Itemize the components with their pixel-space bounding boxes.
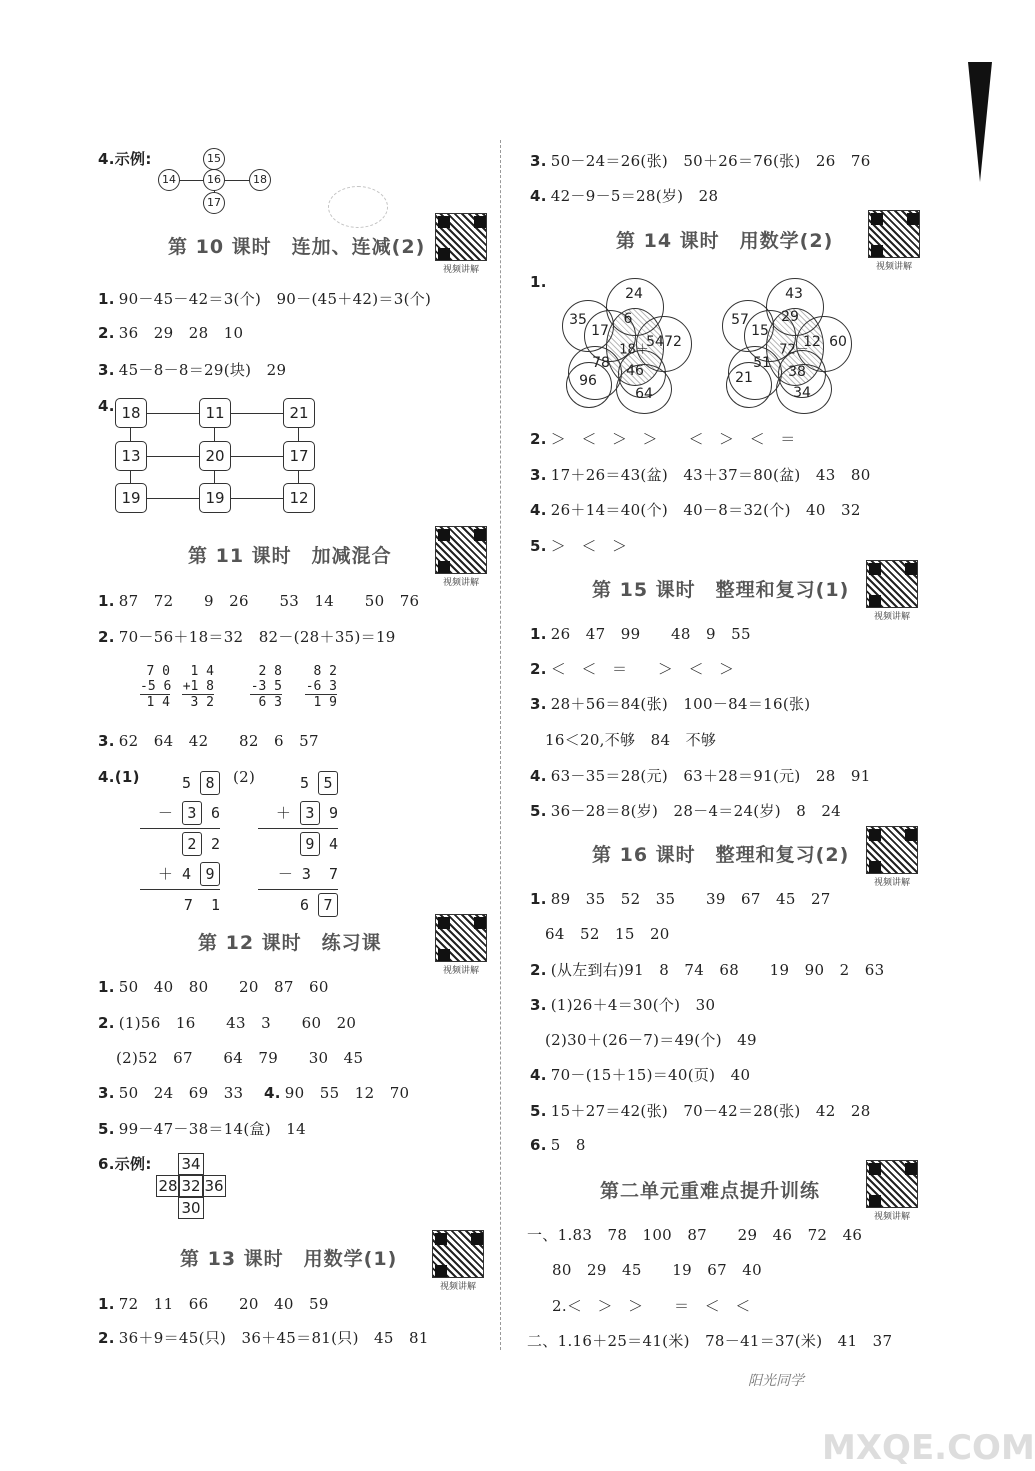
qr-code[interactable]: 视频讲解 bbox=[868, 210, 920, 272]
qr-code[interactable]: 视频讲解 bbox=[432, 1230, 484, 1292]
u2-b1: 二、1.16＋25＝41(米) 78－41＝37(米) 41 37 bbox=[527, 1332, 893, 1350]
qr-code[interactable]: 视频讲解 bbox=[435, 213, 487, 275]
circle-bottom: 17 bbox=[203, 192, 225, 214]
qr-code[interactable]: 视频讲解 bbox=[435, 526, 487, 588]
l11-vertical-puzzle-2: 5 5 ＋ 3 9 9 4 － 3 7 6 7 bbox=[258, 768, 338, 920]
calc-2: 1 4 +1 8 3 2 bbox=[182, 664, 214, 710]
l16-q3b: (2)30＋(26－7)＝49(个) 49 bbox=[545, 1031, 757, 1049]
qr-code[interactable]: 视频讲解 bbox=[866, 1160, 918, 1222]
circle-right: 18 bbox=[249, 169, 271, 191]
l15-q4: 4. 63－35＝28(元) 63＋28＝91(元) 28 91 bbox=[530, 767, 871, 785]
l12-q3: 3. 50 24 69 33 bbox=[98, 1084, 244, 1102]
l12-q2a: 2. (1)56 16 43 3 60 20 bbox=[98, 1014, 357, 1032]
qr-icon bbox=[866, 1160, 918, 1208]
l12-q6-label: 6.示例: bbox=[98, 1155, 152, 1173]
qr-code[interactable]: 视频讲解 bbox=[435, 914, 487, 976]
l14-q3: 3. 17＋26＝43(盆) 43＋37＝80(盆) 43 80 bbox=[530, 466, 871, 484]
calc-4: 8 2 -6 3 1 9 bbox=[305, 664, 337, 710]
l14-q2: 2. ＞ ＜ ＞ ＞ ＜ ＞ ＜ ＝ bbox=[530, 430, 796, 448]
unit2-title: 第二单元重难点提升训练 bbox=[600, 1180, 821, 1202]
grid-cell: 21 bbox=[283, 398, 315, 428]
grid-cell: 19 bbox=[199, 483, 231, 513]
u2-a1a: 一、1.83 78 100 87 29 46 72 46 bbox=[527, 1226, 863, 1244]
qr-icon bbox=[866, 826, 918, 874]
l14-q4: 4. 26＋14＝40(个) 40－8＝32(个) 40 32 bbox=[530, 501, 861, 519]
l10-q1: 1. 90－45－42＝3(个) 90－(45＋42)＝3(个) bbox=[98, 290, 432, 308]
l16-q1b: 64 52 15 20 bbox=[545, 925, 670, 943]
flower-center: 72－ bbox=[779, 342, 809, 358]
grid-cell: 11 bbox=[199, 398, 231, 428]
grid-cell: 18 bbox=[115, 398, 147, 428]
r3: 3. 50－24＝26(张) 50＋26＝76(张) 26 76 bbox=[530, 152, 871, 170]
grid-cell: 20 bbox=[199, 441, 231, 471]
l4-label: 4.示例: bbox=[98, 150, 152, 168]
lesson16-title: 第 16 课时 整理和复习(2) bbox=[592, 844, 850, 866]
l11-vertical-puzzle-1: 5 8 － 3 6 2 2 ＋ 4 9 7 1 bbox=[140, 768, 220, 920]
l12-q5: 5. 99－47－38＝14(盒) 14 bbox=[98, 1120, 306, 1138]
qr-icon bbox=[866, 560, 918, 608]
l16-q5: 5. 15＋27＝42(张) 70－42＝28(张) 42 28 bbox=[530, 1102, 871, 1120]
grid-cell: 12 bbox=[283, 483, 315, 513]
lesson14-title: 第 14 课时 用数学(2) bbox=[616, 230, 834, 252]
calc-3: 2 8 -3 5 6 3 bbox=[250, 664, 282, 710]
lesson11-title: 第 11 课时 加减混合 bbox=[188, 545, 392, 567]
grid-cell: 17 bbox=[283, 441, 315, 471]
footer-logo: 阳光同学 bbox=[748, 1373, 804, 1389]
l11-q1: 1. 87 72 9 26 53 14 50 76 bbox=[98, 592, 420, 610]
stamp-mark bbox=[328, 186, 388, 228]
l15-q5: 5. 36－28＝8(岁) 28－4＝24(岁) 8 24 bbox=[530, 802, 842, 820]
lesson10-title: 第 10 课时 连加、连减(2) bbox=[168, 236, 426, 258]
l16-q1a: 1. 89 35 52 35 39 67 45 27 bbox=[530, 890, 831, 908]
l15-q2: 2. ＜ ＜ ＝ ＞ ＜ ＞ bbox=[530, 660, 735, 678]
qr-icon bbox=[432, 1230, 484, 1278]
l13-q2: 2. 36＋9＝45(只) 36＋45＝81(只) 45 81 bbox=[98, 1329, 429, 1347]
l16-q6: 6. 5 8 bbox=[530, 1136, 586, 1154]
l10-q2: 2. 36 29 28 10 bbox=[98, 324, 244, 342]
l14-q1-label: 1. bbox=[530, 273, 547, 291]
l15-q3: 3. 28＋56＝84(张) 100－84＝16(张) bbox=[530, 695, 811, 713]
circle-center: 16 bbox=[203, 169, 225, 191]
r4: 4. 42－9－5＝28(岁) 28 bbox=[530, 187, 719, 205]
l12-q1: 1. 50 40 80 20 87 60 bbox=[98, 978, 329, 996]
circle-left: 14 bbox=[158, 169, 180, 191]
circle-top: 15 bbox=[203, 148, 225, 170]
qr-icon bbox=[868, 210, 920, 258]
qr-icon bbox=[435, 213, 487, 261]
calc-1: 7 0 -5 6 1 4 bbox=[140, 664, 172, 710]
l10-q3: 3. 45－8－8＝29(块) 29 bbox=[98, 361, 287, 379]
watermark: MXQE.COM bbox=[822, 1428, 1035, 1468]
qr-code[interactable]: 视频讲解 bbox=[866, 826, 918, 888]
l13-q1: 1. 72 11 66 20 40 59 bbox=[98, 1295, 329, 1313]
l11-q4-label2: (2) bbox=[233, 768, 256, 786]
l12-q2b: (2)52 67 64 79 30 45 bbox=[116, 1049, 364, 1067]
l11-q3: 3. 62 64 42 82 6 57 bbox=[98, 732, 319, 750]
l16-q2: 2. (从左到右)91 8 74 68 19 90 2 63 bbox=[530, 961, 885, 979]
l14-q5: 5. ＞ ＜ ＞ bbox=[530, 537, 628, 555]
flower-center: 18＋ bbox=[619, 342, 649, 358]
column-divider bbox=[500, 140, 501, 1350]
lesson12-title: 第 12 课时 练习课 bbox=[198, 932, 382, 954]
l11-q4-label: 4.(1) bbox=[98, 768, 140, 786]
page-corner-mark bbox=[968, 62, 992, 182]
l12-q4: 4. 90 55 12 70 bbox=[264, 1084, 410, 1102]
u2-a2: 2.＜ ＞ ＞ ＝ ＜ ＜ bbox=[552, 1297, 751, 1315]
qr-icon bbox=[435, 914, 487, 962]
lesson13-title: 第 13 课时 用数学(1) bbox=[180, 1248, 398, 1270]
l16-q3a: 3. (1)26＋4＝30(个) 30 bbox=[530, 996, 716, 1014]
qr-icon bbox=[435, 526, 487, 574]
qr-code[interactable]: 视频讲解 bbox=[866, 560, 918, 622]
grid-cell: 13 bbox=[115, 441, 147, 471]
l15-q1: 1. 26 47 99 48 9 55 bbox=[530, 625, 751, 643]
l16-q4: 4. 70－(15＋15)＝40(页) 40 bbox=[530, 1066, 751, 1084]
l15-q3b: 16＜20,不够 84 不够 bbox=[545, 731, 717, 749]
l11-q2: 2. 70－56＋18＝32 82－(28＋35)＝19 bbox=[98, 628, 396, 646]
l10-q4-label: 4. bbox=[98, 397, 115, 415]
u2-a1b: 80 29 45 19 67 40 bbox=[552, 1261, 762, 1279]
lesson15-title: 第 15 课时 整理和复习(1) bbox=[592, 579, 850, 601]
grid-cell: 19 bbox=[115, 483, 147, 513]
